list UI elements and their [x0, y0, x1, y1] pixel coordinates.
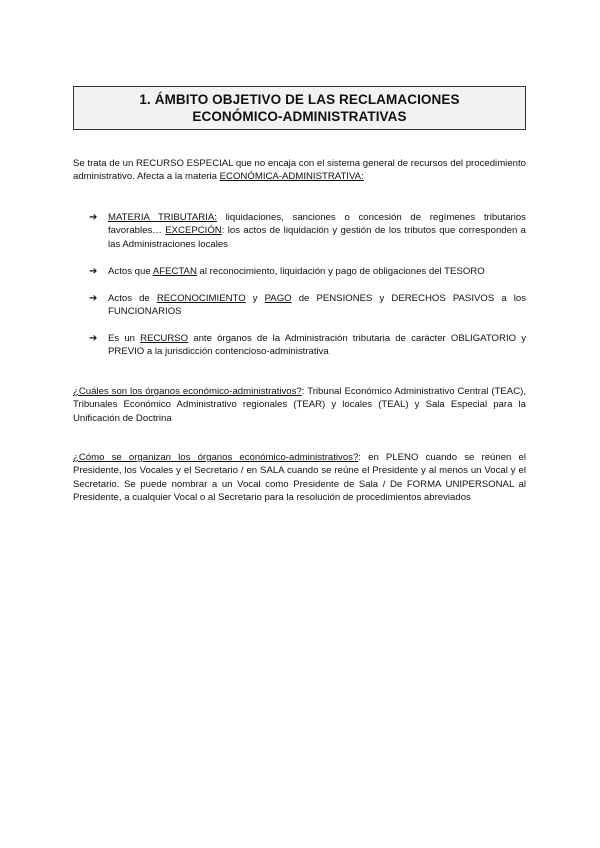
bullet-item-reconocimiento — [89, 292, 526, 319]
bullet-item-afectan — [89, 265, 526, 278]
bullet-underlined: AFECTAN — [152, 266, 197, 277]
bullet-underlined: PAGO — [264, 293, 292, 304]
bullet-text — [108, 265, 526, 278]
bullet-text-part: : los actos de liquidación y gestión de los tributos que corresponden a las Administraciones locales — [108, 225, 526, 250]
bullet-underlined: RECONOCIMIENTO — [156, 293, 246, 304]
answer-organos: : Tribunal Económico Administrativo Central (TEAC), Tribunales Económico Administrativo regionales (TEAR) y locales (TEAL) y Sala Especial para la Unificación de Doctrina — [73, 386, 526, 424]
bullet-text-part: liquidaciones, sanciones o concesión de regímenes tributarios favorables… — [108, 212, 526, 237]
arrow-icon: ➔ — [89, 266, 98, 277]
question-organizacion-paragraph — [73, 451, 526, 505]
bullet-text-part: ante órganos de la Administración tributaria de carácter OBLIGATORIO y PREVIO a la jurisdicción contencioso-administrativa — [108, 333, 526, 358]
section-title-line-1: 1. ÁMBITO OBJETIVO DE LAS RECLAMACIONES — [139, 92, 460, 107]
question-organos-paragraph — [73, 385, 526, 425]
bullet-text-part: al reconocimiento, liquidación y pago de obligaciones del TESORO — [196, 266, 485, 277]
bullet-text-part: de PENSIONES y DERECHOS PASIVOS a los FUNCIONARIOS — [108, 293, 526, 318]
arrow-icon: ➔ — [89, 333, 98, 344]
intro-text: Se trata de un RECURSO ESPECIAL que no encaja con el sistema general de recursos del procedimiento administrativo. Afecta a la materia — [73, 158, 526, 183]
answer-organizacion: : en PLENO cuando se reúnen el Presidente, los Vocales y el Secretario / en SALA cuando se reúne el Presidente y al menos un Vocal y el Secretario. Se puede nombrar a un Vocal como Presidente de Sala / De FORMA UNIPERSONAL al Presidente, a cualquier Vocal o al Secretario para la resolución de procedimientos abreviados — [73, 452, 526, 504]
section-title-box — [73, 86, 526, 130]
bullet-text-part: Es un — [108, 333, 141, 344]
bullet-underlined: MATERIA TRIBUTARIA: — [108, 212, 217, 223]
bullet-underlined: EXCEPCIÓN — [165, 225, 222, 237]
question-organos: ¿Cuáles son los órganos económico-administrativos? — [73, 386, 302, 397]
intro-paragraph — [73, 157, 526, 184]
question-organizacion: ¿Cómo se organizan los órganos económico-administrativos? — [73, 452, 359, 463]
section-title-line-2: ECONÓMICO-ADMINISTRATIVAS — [192, 109, 407, 124]
arrow-icon: ➔ — [89, 212, 98, 223]
bullet-text — [108, 211, 526, 251]
arrow-icon: ➔ — [89, 293, 98, 304]
intro-underlined-term: ECONÓMICA-ADMINISTRATIVA: — [219, 171, 364, 183]
bullet-text — [108, 332, 526, 359]
bullet-item-recurso — [89, 332, 526, 359]
bullet-text-part: y — [245, 293, 265, 304]
bullet-text-part: Actos que — [108, 266, 153, 277]
bullet-text — [108, 292, 526, 319]
bullet-item-materia-tributaria — [89, 211, 526, 251]
bullet-text-part: Actos de — [108, 293, 157, 304]
bullet-underlined: RECURSO — [140, 333, 189, 344]
